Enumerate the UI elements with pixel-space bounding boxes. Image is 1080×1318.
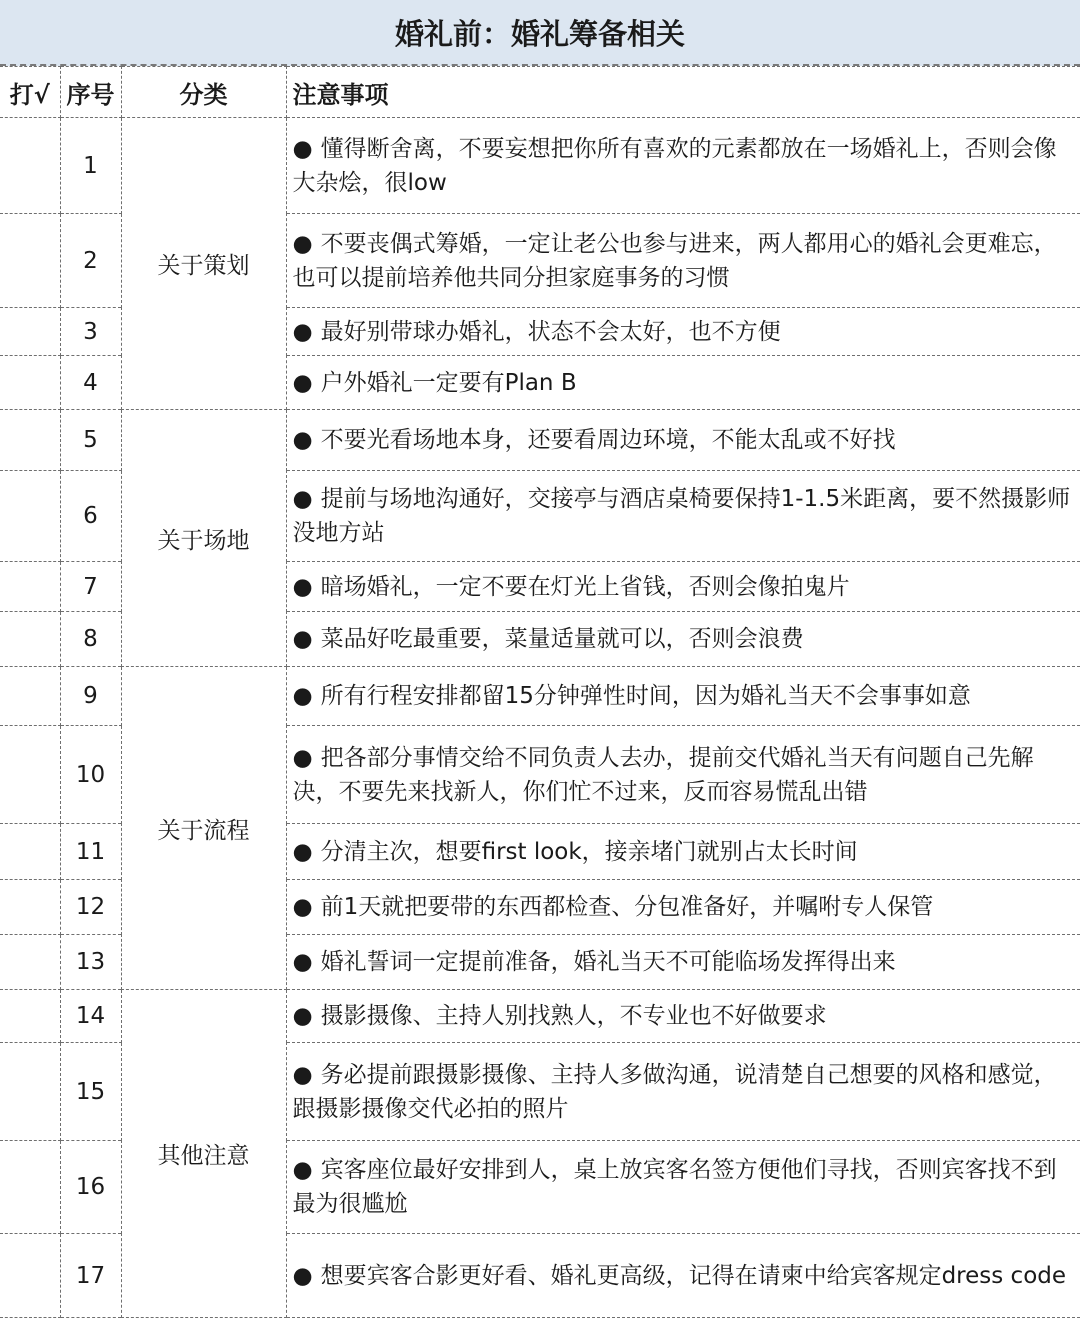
bullet-icon: ● xyxy=(292,683,313,709)
column-header-check: 打√ xyxy=(0,67,60,118)
note-text: 暗场婚礼，一定不要在灯光上省钱，否则会像拍鬼片 xyxy=(320,573,850,600)
row-number: 5 xyxy=(60,410,121,471)
bullet-icon: ● xyxy=(292,626,313,652)
check-cell[interactable] xyxy=(0,935,60,990)
bullet-icon: ● xyxy=(292,486,313,512)
check-cell[interactable] xyxy=(0,471,60,562)
check-cell[interactable] xyxy=(0,356,60,410)
check-cell[interactable] xyxy=(0,667,60,726)
category-cell-other: 其他注意 xyxy=(121,990,286,1318)
note-cell xyxy=(286,214,1080,308)
check-cell[interactable] xyxy=(0,410,60,471)
checklist-table xyxy=(0,66,1080,1318)
table-row xyxy=(0,990,1080,1043)
check-cell[interactable] xyxy=(0,726,60,824)
note-text: 把各部分事情交给不同负责人去办，提前交代婚礼当天有问题自己先解决，不要先来找新人，你们忙不过来，反而容易慌乱出错 xyxy=(292,744,1034,805)
bullet-icon: ● xyxy=(292,1003,313,1029)
note-text: 户外婚礼一定要有Plan B xyxy=(320,369,577,396)
note-text: 前1天就把要带的东西都检查、分包准备好，并嘱咐专人保管 xyxy=(320,894,934,920)
bullet-icon: ● xyxy=(292,949,313,975)
note-cell xyxy=(286,990,1080,1043)
note-cell xyxy=(286,726,1080,824)
column-header-number: 序号 xyxy=(60,67,121,118)
check-cell[interactable] xyxy=(0,990,60,1043)
bullet-icon: ● xyxy=(292,369,313,396)
note-cell xyxy=(286,612,1080,667)
note-text: 想要宾客合影更好看、婚礼更高级，记得在请柬中给宾客规定dress code xyxy=(320,1262,1067,1289)
note-text: 分清主次，想要first look，接亲堵门就别占太长时间 xyxy=(320,838,858,865)
note-cell xyxy=(286,1043,1080,1141)
bullet-icon: ● xyxy=(292,1157,313,1183)
row-number: 4 xyxy=(60,356,121,410)
note-cell xyxy=(286,824,1080,880)
note-cell xyxy=(286,880,1080,935)
note-text: 菜品好吃最重要，菜量适量就可以，否则会浪费 xyxy=(320,626,804,652)
row-number: 2 xyxy=(60,214,121,308)
note-cell xyxy=(286,410,1080,471)
row-number: 14 xyxy=(60,990,121,1043)
bullet-icon: ● xyxy=(292,1061,313,1088)
page-title: 婚礼前：婚礼筹备相关 xyxy=(0,0,1080,66)
check-cell[interactable] xyxy=(0,612,60,667)
note-text: 摄影摄像、主持人别找熟人，不专业也不好做要求 xyxy=(320,1003,827,1029)
note-text: 提前与场地沟通好，交接亭与酒店桌椅要保持1-1.5米距离，要不然摄影师没地方站 xyxy=(292,486,1071,546)
note-text: 宾客座位最好安排到人，桌上放宾客名签方便他们寻找，否则宾客找不到最为很尴尬 xyxy=(292,1157,1057,1217)
table-row xyxy=(0,667,1080,726)
category-cell-process: 关于流程 xyxy=(121,667,286,990)
check-cell[interactable] xyxy=(0,824,60,880)
category-cell-venue: 关于场地 xyxy=(121,410,286,667)
note-cell xyxy=(286,562,1080,612)
table-row xyxy=(0,410,1080,471)
row-number: 15 xyxy=(60,1043,121,1141)
note-text: 不要丧偶式筹婚，一定让老公也参与进来，两人都用心的婚礼会更难忘，也可以提前培养他共同分担家庭事务的习惯 xyxy=(292,230,1057,291)
note-cell xyxy=(286,118,1080,214)
note-cell xyxy=(286,1141,1080,1234)
row-number: 16 xyxy=(60,1141,121,1234)
row-number: 17 xyxy=(60,1234,121,1318)
check-cell[interactable] xyxy=(0,214,60,308)
note-cell xyxy=(286,356,1080,410)
bullet-icon: ● xyxy=(292,894,313,920)
check-cell[interactable] xyxy=(0,308,60,356)
row-number: 6 xyxy=(60,471,121,562)
table-header-row xyxy=(0,67,1080,118)
row-number: 8 xyxy=(60,612,121,667)
category-cell-planning: 关于策划 xyxy=(121,118,286,410)
row-number: 12 xyxy=(60,880,121,935)
check-cell[interactable] xyxy=(0,1141,60,1234)
column-header-category: 分类 xyxy=(121,67,286,118)
check-cell[interactable] xyxy=(0,562,60,612)
bullet-icon: ● xyxy=(292,744,313,771)
check-cell[interactable] xyxy=(0,1234,60,1318)
check-cell[interactable] xyxy=(0,118,60,214)
row-number: 11 xyxy=(60,824,121,880)
note-cell xyxy=(286,471,1080,562)
bullet-icon: ● xyxy=(292,230,313,257)
check-cell[interactable] xyxy=(0,1043,60,1141)
note-text: 最好别带球办婚礼，状态不会太好，也不方便 xyxy=(320,318,781,345)
note-cell xyxy=(286,667,1080,726)
bullet-icon: ● xyxy=(292,427,313,453)
bullet-icon: ● xyxy=(292,838,313,865)
row-number: 13 xyxy=(60,935,121,990)
row-number: 10 xyxy=(60,726,121,824)
note-cell xyxy=(286,308,1080,356)
note-cell xyxy=(286,935,1080,990)
row-number: 7 xyxy=(60,562,121,612)
note-text: 所有行程安排都留15分钟弹性时间，因为婚礼当天不会事事如意 xyxy=(320,683,971,709)
bullet-icon: ● xyxy=(292,318,313,345)
row-number: 9 xyxy=(60,667,121,726)
note-cell xyxy=(286,1234,1080,1318)
note-text: 婚礼誓词一定提前准备，婚礼当天不可能临场发挥得出来 xyxy=(320,949,896,975)
note-text: 务必提前跟摄影摄像、主持人多做沟通，说清楚自己想要的风格和感觉，跟摄影摄像交代必拍的照片 xyxy=(292,1061,1057,1122)
bullet-icon: ● xyxy=(292,135,313,162)
note-text: 懂得断舍离，不要妄想把你所有喜欢的元素都放在一场婚礼上，否则会像大杂烩，很low xyxy=(292,135,1057,196)
table-row xyxy=(0,118,1080,214)
check-cell[interactable] xyxy=(0,880,60,935)
row-number: 1 xyxy=(60,118,121,214)
row-number: 3 xyxy=(60,308,121,356)
bullet-icon: ● xyxy=(292,573,313,600)
column-header-notes: 注意事项 xyxy=(286,67,1080,118)
note-text: 不要光看场地本身，还要看周边环境，不能太乱或不好找 xyxy=(320,427,896,453)
bullet-icon: ● xyxy=(292,1262,313,1289)
